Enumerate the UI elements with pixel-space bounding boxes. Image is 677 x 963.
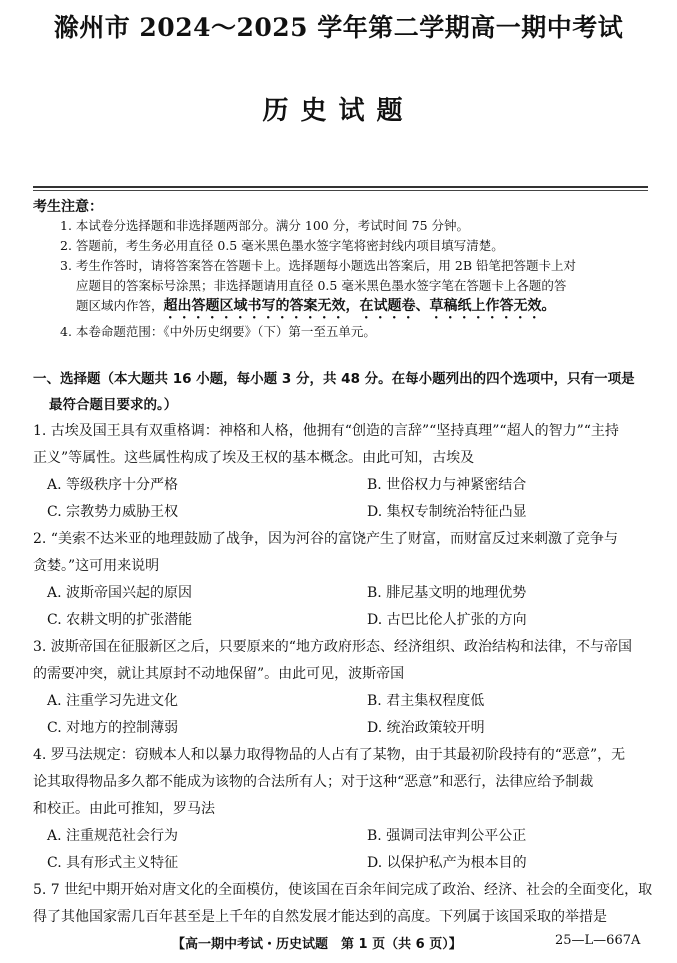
note-item: 4. 本卷命题范围：《中外历史纲要》（下）第一至五单元。 — [60, 324, 376, 339]
option: A. 注重规范社会行为 — [47, 828, 179, 844]
note-item: 应题目的答案标号涂黑；非选择题请用直径 0.5 毫米黑色墨水签字笔在答题卡上各题的答 — [76, 278, 567, 293]
subject-title: 历史试题 — [262, 96, 415, 126]
question-2 — [33, 526, 655, 634]
question-4 — [33, 742, 655, 877]
question-1 — [33, 418, 655, 526]
section-line: 一、选择题（本大题共 16 小题，每小题 3 分，共 48 分。在每小题列出的四个选项中，只有一项是 — [33, 371, 635, 387]
question-stem: 1. 古埃及国王具有双重格调：神格和人格，他拥有“创造的言辞”“坚持真理”“超人的智力”“主持 — [33, 423, 619, 439]
note-item: 2. 答题前，考生务必用直径 0.5 毫米黑色墨水签字笔将密封线内项目填写清楚。 — [60, 238, 504, 253]
notes-heading: 考生注意： — [33, 199, 103, 215]
question-stem: 贪婪。”这可用来说明 — [33, 558, 160, 574]
question-stem: 2. “美索不达米亚的地理鼓励了战争，因为河谷的富饶产生了财富，而财富反过来刺激了竞争与 — [33, 531, 618, 547]
question-stem: 5. 7 世纪中期开始对唐文化的全面模仿，使该国在百余年间完成了政治、经济、社会的全面变化，取 — [33, 882, 653, 898]
option: D. 古巴比伦人扩张的方向 — [367, 612, 527, 628]
option: B. 君主集权程度低 — [367, 693, 485, 709]
options — [33, 688, 655, 742]
question-stem: 正义”等属性。这些属性构成了埃及王权的基本概念。由此可知，古埃及 — [33, 450, 475, 466]
option: C. 农耕文明的扩张潜能 — [47, 612, 193, 628]
option: C. 具有形式主义特征 — [47, 855, 179, 871]
option: A. 注重学习先进文化 — [47, 693, 179, 709]
note-emphasis: 超出答题区域书写的答案无效，在试题卷、草稿纸上作答无效。 — [163, 298, 556, 314]
exam-title: 滁州市 2024～2025 学年第二学期高一期中考试 — [53, 13, 624, 42]
section-heading — [33, 366, 653, 418]
option: B. 世俗权力与神紧密结合 — [367, 477, 527, 493]
question-stem: 得了其他国家需几百年甚至是上千年的自然发展才能达到的高度。下列属于该国采取的举措是 — [33, 909, 607, 925]
footer-code: 25—L—667A — [555, 933, 641, 948]
question-stem: 3. 波斯帝国在征服新区之后，只要原来的“地方政府形态、经济组织、政治结构和法律，不与帝国 — [33, 639, 632, 655]
option: D. 集权专制统治特征凸显 — [367, 504, 527, 520]
option: C. 宗教势力威胁王权 — [47, 504, 179, 520]
question-stem: 的需要冲突，就让其原封不动地保留”。由此可见，波斯帝国 — [33, 666, 405, 682]
divider-thin — [33, 190, 648, 191]
question-stem: 4. 罗马法规定：窃贼本人和以暴力取得物品的人占有了某物，由于其最初阶段持有的“恶意”，无 — [33, 747, 626, 763]
option: B. 腓尼基文明的地理优势 — [367, 585, 527, 601]
question-stem: 和校正。由此可推知，罗马法 — [33, 801, 215, 817]
option: B. 强调司法审判公平公正 — [367, 828, 527, 844]
question-5 — [33, 877, 655, 931]
option: A. 波斯帝国兴起的原因 — [47, 585, 193, 601]
section-line: 最符合题目要求的。） — [49, 397, 178, 413]
question-list — [33, 418, 655, 931]
option: A. 等级秩序十分严格 — [47, 477, 179, 493]
options — [33, 580, 655, 634]
option: D. 统治政策较开明 — [367, 720, 485, 736]
footer-page-info: 【高一期中考试・历史试题 第 1 页（共 6 页）】 — [172, 937, 462, 952]
options — [33, 472, 655, 526]
option: D. 以保护私产为根本目的 — [367, 855, 527, 871]
option: C. 对地方的控制薄弱 — [47, 720, 179, 736]
question-stem: 论其取得物品多久都不能成为该物的合法所有人；对于这种“恶意”和恶行，法律应给予制裁 — [33, 774, 594, 790]
note-item: 3. 考生作答时，请将答案答在答题卡上。选择题每小题选出答案后，用 2B 铅笔把答题卡上对 — [60, 258, 576, 273]
note-item: 1. 本试卷分选择题和非选择题两部分。满分 100 分，考试时间 75 分钟。 — [60, 218, 470, 233]
note-item — [60, 296, 650, 322]
notes-list — [60, 216, 650, 342]
note-text: 题区域内作答， — [76, 298, 164, 313]
divider-thick — [33, 186, 648, 188]
options — [33, 823, 655, 877]
question-3 — [33, 634, 655, 742]
